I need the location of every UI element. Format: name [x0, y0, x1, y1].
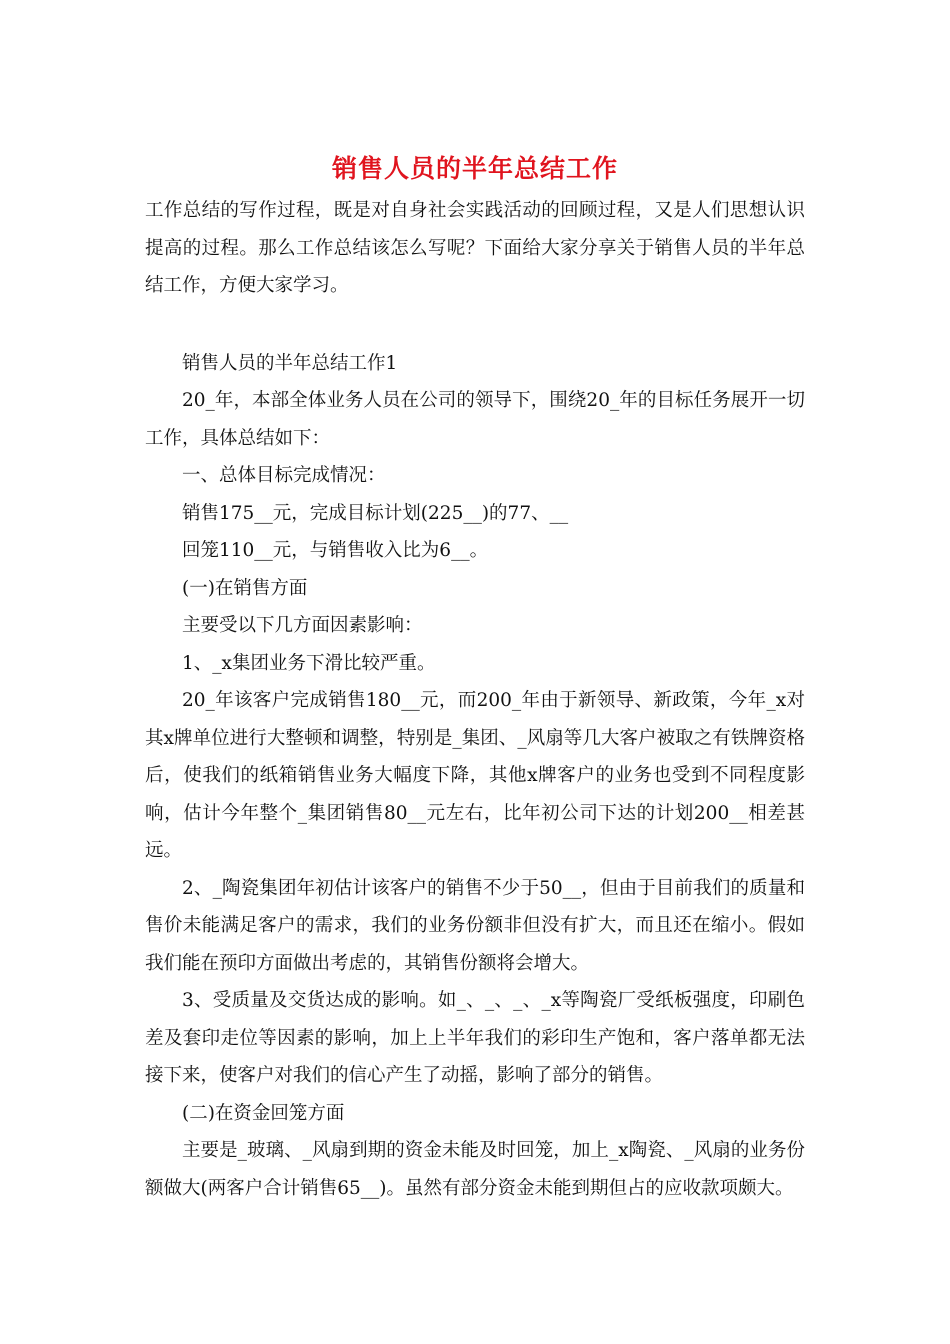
document-title: 销售人员的半年总结工作	[331, 154, 618, 183]
paragraph: 20_年该客户完成销售180__元，而200_年由于新领导、新政策，今年_x对其x牌单位进行大整顿和调整，特别是_集团、_风扇等几大客户被取之有铁牌资格后，使我们的纸箱销售业务大幅度下降，其他x牌客户的业务也受到不同程度影响，估计今年整个_集团销售80__元左右，比年初公司下达的计划200__相差甚远。	[145, 690, 805, 861]
paragraph: 主要受以下几方面因素影响：	[182, 615, 423, 636]
paragraph: 20_年，本部全体业务人员在公司的领导下，围绕20_年的目标任务展开一切工作，具体总结如下：	[145, 390, 805, 449]
paragraph: (一)在销售方面	[182, 577, 308, 599]
section-heading: 销售人员的半年总结工作1	[182, 352, 398, 374]
paragraph: 销售175__元，完成目标计划(225__)的77、__	[182, 502, 569, 524]
paragraph: 主要是_玻璃、_风扇到期的资金未能及时回笼，加上_x陶瓷、_风扇的业务份额做大(两客户合计销售65__)。虽然有部分资金未能到期但占的应收款项颇大。	[145, 1140, 805, 1199]
paragraph: 1、_x集团业务下滑比较严重。	[182, 652, 436, 674]
paragraph: (二)在资金回笼方面	[182, 1102, 345, 1124]
paragraph: 回笼110__元，与销售收入比为6__。	[182, 540, 489, 561]
paragraph: 2、_陶瓷集团年初估计该客户的销售不少于50__，但由于目前我们的质量和售价未能满足客户的需求，我们的业务份额非但没有扩大，而且还在缩小。假如我们能在预印方面做出考虑的，其销售份额将会增大。	[145, 877, 805, 974]
intro-paragraph: 工作总结的写作过程，既是对自身社会实践活动的回顾过程，又是人们思想认识提高的过程。那么工作总结该怎么写呢？下面给大家分享关于销售人员的半年总结工作，方便大家学习。	[145, 200, 805, 296]
document-body	[145, 192, 805, 1207]
section-spacer	[145, 305, 805, 345]
paragraph: 3、受质量及交货达成的影响。如_、_、_、_x等陶瓷厂受纸板强度，印刷色差及套印走位等因素的影响，加上上半年我们的彩印生产饱和，客户落单都无法接下来，使客户对我们的信心产生了动摇，影响了部分的销售。	[145, 990, 805, 1086]
paragraph: 一、总体目标完成情况：	[182, 465, 386, 486]
